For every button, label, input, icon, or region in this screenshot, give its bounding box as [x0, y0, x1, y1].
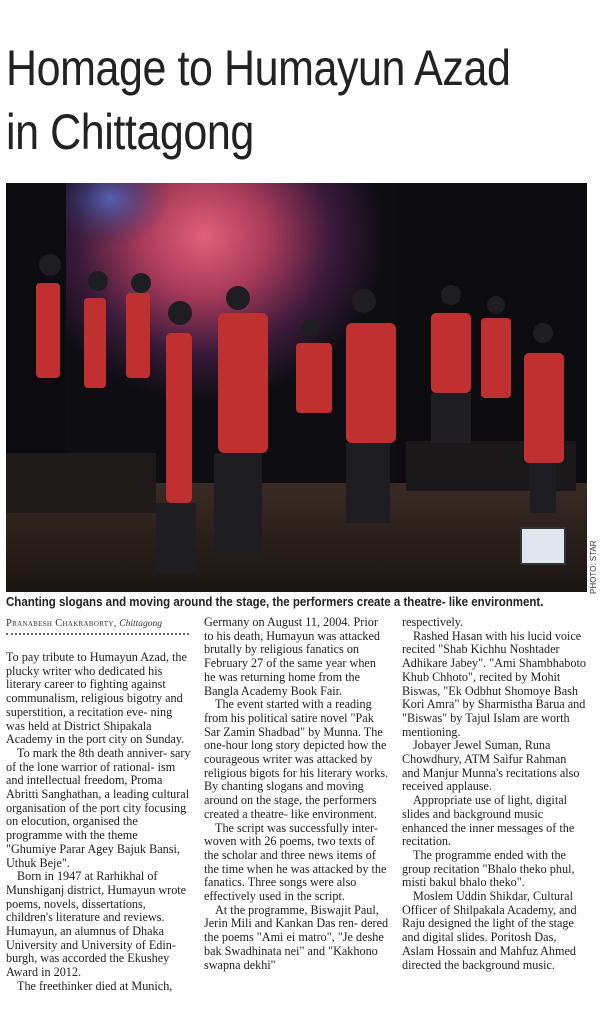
paragraph: Rashed Hasan with his lucid voice recited "Shab Kichhu Noshtader Adhikare Jabey". "Ami Shambhaboto Khub Chhoto", recited by Mohit Biswas, "Ek Odbhut Shomoye Bash Kori Amra" by Sharmistha Barua and "Biswas" by Tajul Islam are worth mentioning. [402, 628, 586, 739]
paragraph: The event started with a reading from his political satire novel "Pak Sar Zamin Shadbad" by Munna. The one-hour long story depicted how the courageous writer was attacked by religious bigots for his literary works. By chanting slogans and moving around on the stage, the performers created a theatre- like environment. [204, 697, 389, 821]
byline-place: Chittagong [119, 619, 163, 629]
paragraph: The script was successfully inter- woven with 26 poems, two texts of the scholar and three news items of the time when he was attacked by the fanatics. Three songs were also effectively used in the script. [204, 820, 387, 904]
article-column-1 [6, 651, 191, 994]
paragraph: The freethinker died at Munich, [17, 978, 173, 993]
stage-photo [6, 183, 587, 592]
byline-divider [6, 633, 189, 635]
paragraph: Germany on August 11, 2004. Prior to his death, Humayun was attacked brutally by religious fanatics on February 27 of the same year when he was returning home from the Bangla Academy Book Fair. [204, 615, 380, 698]
photo-caption: Chanting slogans and moving around the stage, the performers create a theatre- like environment. [6, 595, 544, 609]
paragraph: Appropriate use of light, digital slides and background music enhanced the inner messages of the recitation. [402, 793, 575, 849]
paragraph: The programme ended with the group recitation "Bhalo theko phul, misti bakul bhalo theko". [402, 847, 575, 890]
paragraph: Born in 1947 at Rarhikhal of Munshiganj district, Humayun wrote poems, novels, dissertations, children's literature and reviews. Humayun, an alumnus of Dhaka University and University of Edin- burgh, was accorded the Ekushey Award in 2012. [6, 869, 187, 980]
headline-line-1: Homage to Humayun Azad [6, 40, 511, 96]
paragraph: Jobayer Jewel Suman, Runa Chowdhury, ATM Saifur Rahman and Manjur Munna's recitations also received applause. [402, 738, 580, 794]
byline-author: Pranabesh Chakraborty, [6, 618, 117, 629]
headline-line-2: in Chittagong [6, 104, 254, 160]
paragraph: To pay tribute to Humayun Azad, the plucky writer who dedicated his literary career to fighting against communalism, religious bigotry and superstition, a recitation eve- ning was held at District Shipakala Academy in the port city on Sunday. [6, 650, 187, 747]
stage-photo-illustration [6, 183, 587, 592]
article-column-2 [204, 616, 389, 972]
paragraph: respectively. [402, 615, 464, 629]
photo-credit: PHOTO: STAR [589, 540, 598, 594]
paragraph: To mark the 8th death anniver- sary of the lone warrior of rational- ism and intellectual freedom, Proma Abritti Sanghathan, a leading cultural organisation of the port city focusing on elocution, organised the programme with the theme "Ghumiye Parar Agey Bajuk Bansi, Uthuk Beje". [6, 745, 191, 870]
paragraph: Moslem Uddin Shikdar, Cultural Officer of Shilpakala Academy, and Raju designed the light of the stage and digital slides. Poritosh Das, Aslam Hossain and Mahfuz Ahmed directed the background music. [402, 889, 577, 972]
byline [6, 617, 186, 631]
paragraph: At the programme, Biswajit Paul, Jerin Mili and Kankan Das ren- dered the poems "Ami ei matro", "Je deshe bak Swadhinata nei" and "Kakhono swapna dekhi" [204, 902, 389, 972]
article-column-3 [402, 616, 587, 972]
headline [6, 36, 522, 164]
